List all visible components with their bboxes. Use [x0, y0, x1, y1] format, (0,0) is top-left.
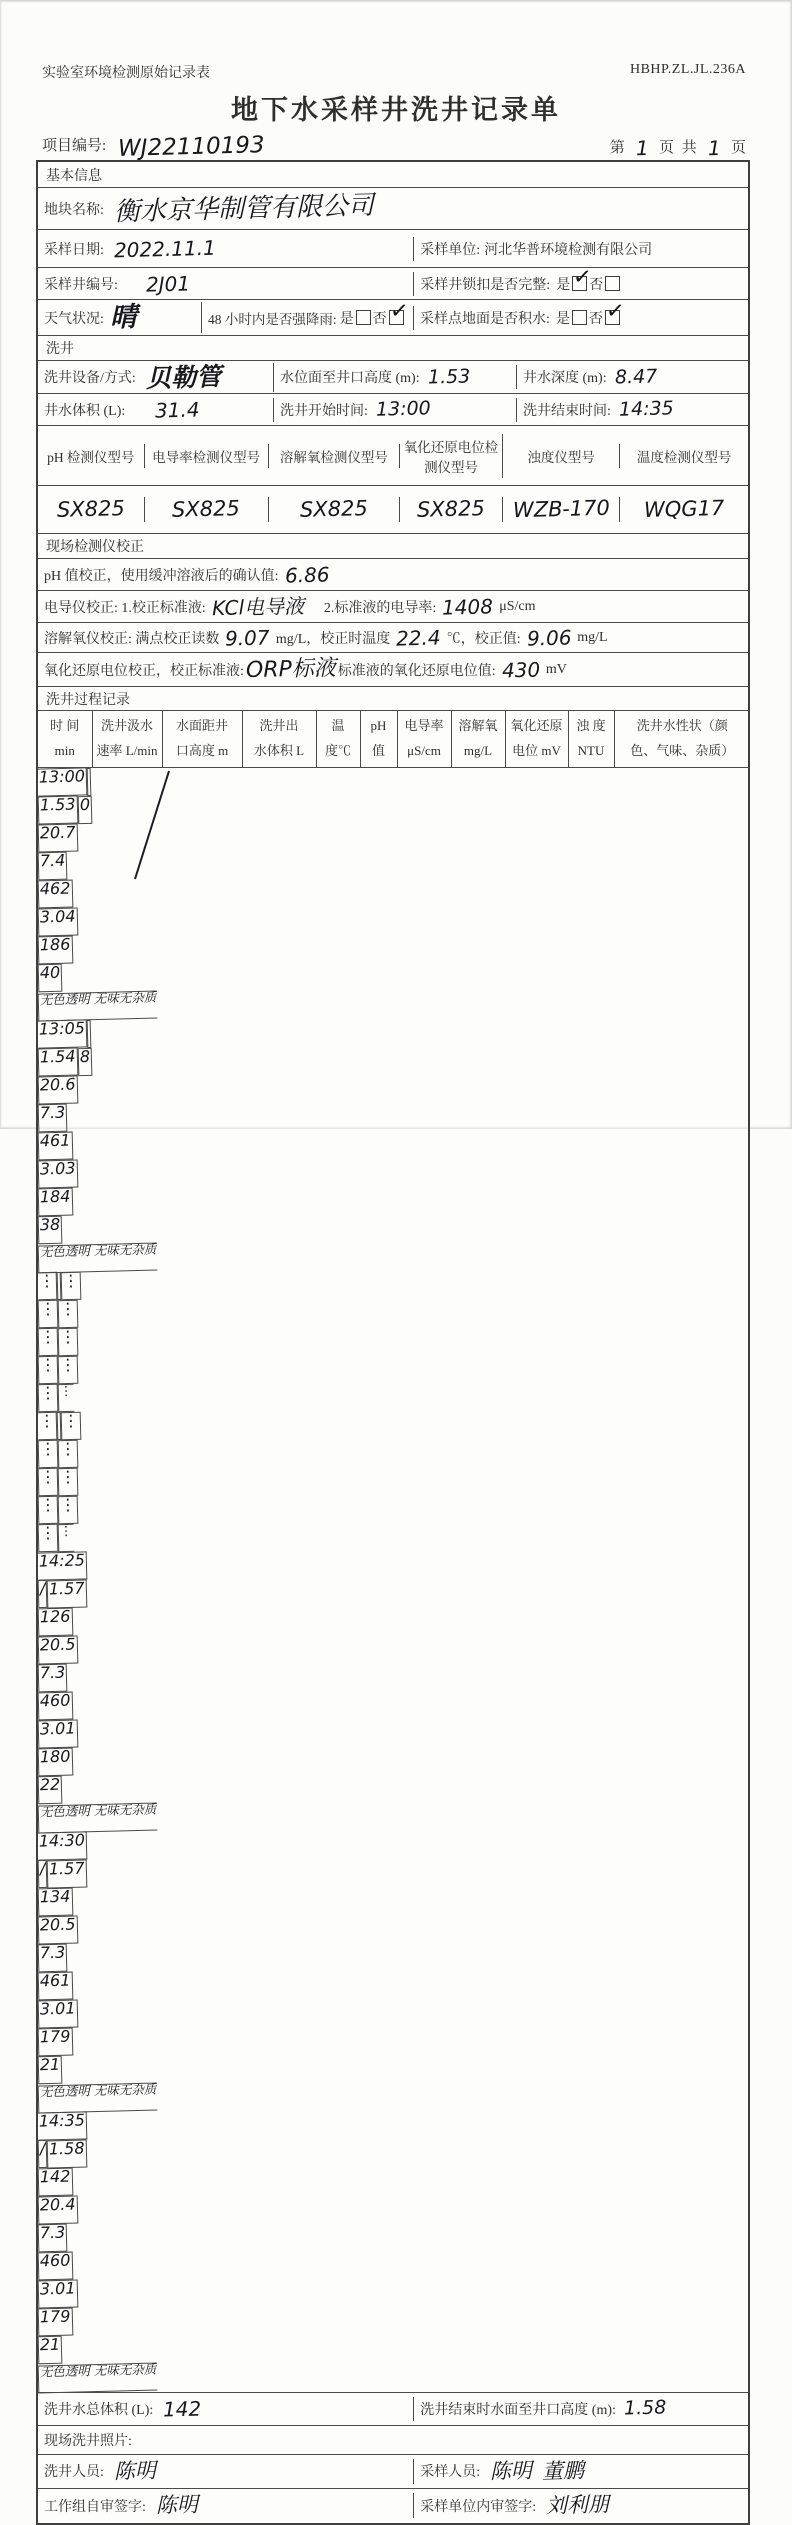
- cell-orp: ⋮: [58, 1495, 79, 1524]
- sampling-unit-label: 采样单位:: [420, 242, 481, 258]
- cell-temperature: 20.4: [38, 2195, 78, 2224]
- page-word: 页 共: [658, 140, 699, 156]
- cell-temperature: 20.6: [38, 1075, 78, 1104]
- cell-water-level: 1.53: [38, 795, 78, 824]
- conductivity-meter-value: SX825: [171, 496, 241, 522]
- process-row: [38, 1272, 750, 1412]
- cell-temperature: 20.5: [38, 1635, 78, 1664]
- do-meter-value: SX825: [299, 496, 369, 522]
- cell-conductivity: 462: [38, 879, 73, 908]
- do-calibration-label-3: ℃，校正值:: [446, 631, 521, 647]
- cell-out-volume: ⋮: [38, 1299, 59, 1328]
- water-level-value: 1.53: [427, 364, 471, 389]
- thermometer-label: 温度检测仪型号: [636, 449, 732, 465]
- well-depth-value: 8.47: [614, 364, 658, 389]
- page-word: 第: [609, 140, 627, 156]
- process-header-cell: pH 值: [360, 711, 397, 767]
- process-header-row: [38, 711, 750, 767]
- thermometer-value: WQG17: [643, 495, 725, 523]
- process-table: [38, 711, 750, 2392]
- cell-ph: 7.3: [38, 1103, 68, 1132]
- cell-turbidity: ⋮: [38, 1523, 59, 1552]
- row-total-volume: [38, 2392, 748, 2426]
- no-option-label: 否: [589, 277, 604, 293]
- cell-orp: 179: [38, 2307, 73, 2336]
- cell-turbidity: 22: [38, 1775, 63, 1804]
- cell-purge-rate: /: [38, 2139, 48, 2167]
- section-basic-info-label: 基本信息: [46, 168, 102, 184]
- process-header-cell: 洗井出 水体积 L: [242, 711, 316, 767]
- project-number-line: [42, 132, 265, 162]
- cell-ph: 7.3: [38, 1943, 68, 1972]
- weather-value: 晴: [109, 301, 138, 334]
- sampling-date-label: 采样日期:: [44, 242, 104, 258]
- self-review-signature: 陈明: [155, 2492, 199, 2518]
- well-depth-label: 井水深度 (m):: [523, 371, 607, 386]
- cell-dissolved-oxygen: 3.04: [38, 907, 78, 936]
- row-instrument-headers: [38, 426, 748, 486]
- cell-turbidity: 21: [38, 2055, 63, 2084]
- cell-turbidity: 38: [38, 1215, 63, 1244]
- internal-review-label: 采样单位内审签字:: [420, 2499, 537, 2515]
- page-word: 页: [730, 140, 748, 156]
- section-process-record-label: 洗井过程记录: [46, 692, 130, 708]
- sampler-label: 采样人员:: [420, 2465, 481, 2480]
- cell-conductivity: 460: [38, 2251, 73, 2280]
- cell-appearance: 无色透明 无味无杂质: [38, 2362, 158, 2393]
- cond-unit: μS/cm: [499, 598, 536, 614]
- cell-water-level: ⋮: [61, 1411, 82, 1440]
- row-instrument-values: [38, 486, 748, 534]
- row-weather: [38, 297, 748, 336]
- no-option-label: 否: [372, 311, 387, 327]
- do-calibration-label-1: 溶解氧仪校正: 满点校正读数: [44, 631, 220, 647]
- conductivity-meter-label: 电导率检测仪型号: [152, 449, 261, 465]
- process-row: [38, 1832, 750, 2112]
- check-mark: ✓: [571, 263, 593, 291]
- cell-appearance: 无色透明 无味无杂质: [38, 990, 158, 1021]
- row-volume-times: [38, 394, 748, 426]
- orp-calibration-label-1: 氧化还原电位校正，校正标准液:: [44, 663, 244, 679]
- cell-temperature: 20.7: [38, 823, 78, 852]
- process-table-body: [38, 767, 750, 2392]
- cell-water-level: 1.58: [47, 2139, 87, 2168]
- well-volume-label: 井水体积 (L):: [44, 403, 126, 419]
- cell-out-volume: ⋮: [38, 1439, 59, 1468]
- cell-conductivity: 461: [38, 1131, 73, 1160]
- cell-time: 14:25: [38, 1551, 88, 1580]
- page-number-value: 1: [635, 135, 651, 161]
- cell-purge-rate: [87, 767, 92, 795]
- cell-orp: 179: [38, 2027, 73, 2056]
- yes-checkbox: [356, 310, 371, 325]
- no-checkbox: [604, 297, 626, 325]
- cell-water-level: 1.57: [47, 1859, 87, 1888]
- process-header-cell: 洗井水性状（颜 色、气味、杂质）: [614, 711, 750, 767]
- row-well-lock: [38, 263, 748, 300]
- site-name-label: 地块名称:: [44, 202, 104, 218]
- sampling-date-value: 2022.11.1: [113, 235, 216, 262]
- ponding-label: 采样点地面是否积水:: [420, 311, 550, 327]
- yes-checkbox: [571, 263, 593, 291]
- cell-time: ⋮: [38, 1411, 58, 1439]
- ph-meter-value: SX825: [56, 496, 125, 522]
- process-header-cell: 电导率 μS/cm: [397, 711, 451, 767]
- process-header-cell: 时 间 min: [38, 711, 92, 767]
- ph-calibration-value: 6.86: [284, 561, 330, 588]
- no-checkbox: [388, 297, 410, 325]
- section-calibration-label: 现场检测仪校正: [46, 540, 144, 555]
- doc-type-label: 实验室环境检测原始记录表: [42, 66, 210, 81]
- cell-water-level: ⋮: [61, 1271, 82, 1300]
- cell-orp: 186: [38, 935, 73, 964]
- internal-review-signature: 刘利朋: [545, 2492, 610, 2518]
- row-ph-calibration: [38, 559, 748, 591]
- device-label: 洗井设备/方式:: [44, 371, 136, 386]
- cell-water-level: 1.57: [47, 1579, 87, 1608]
- cell-orp: ⋮: [58, 1355, 79, 1384]
- no-checkbox: [605, 276, 620, 291]
- cell-water-level: 1.54: [38, 1047, 78, 1076]
- photo-label: 现场洗井照片:: [44, 2433, 132, 2449]
- orp-standard-value: ORP标液: [245, 655, 337, 683]
- yes-option-label: 是: [555, 311, 570, 327]
- cell-dissolved-oxygen: 3.01: [38, 1719, 78, 1748]
- cell-purge-rate: [87, 1019, 92, 1047]
- process-row: [38, 1020, 750, 1272]
- ponding-checkboxes: [555, 297, 626, 328]
- cell-conductivity: 461: [38, 1971, 73, 2000]
- section-calibration: [38, 534, 748, 559]
- cell-ph: ⋮: [38, 1467, 59, 1496]
- well-id-value: 2J01: [145, 270, 191, 297]
- total-volume-label: 洗井水总体积 (L):: [44, 2402, 154, 2418]
- row-site-name: [38, 188, 748, 230]
- device-value: 贝勒管: [145, 361, 222, 393]
- orp-calibration-value: 430: [501, 657, 541, 682]
- cell-out-volume: 126: [38, 1607, 73, 1636]
- do-calibration-label-2: mg/L，校正时温度: [275, 631, 391, 647]
- process-header-cell: 溶解氧 mg/L: [451, 711, 505, 767]
- do-temp-value: 22.4: [395, 624, 442, 651]
- check-mark: ✓: [604, 297, 626, 325]
- ph-calibration-label: pH 值校正，使用缓冲溶液后的确认值:: [44, 568, 279, 584]
- process-row: [38, 1552, 750, 1832]
- cell-conductivity: ⋮: [58, 1327, 79, 1356]
- cell-out-volume: 8: [77, 1047, 92, 1075]
- process-header-cell: 氧化还原 电位 mV: [505, 711, 568, 767]
- section-process-record: [38, 687, 748, 711]
- cell-out-volume: 0: [77, 795, 92, 823]
- well-lock-checkboxes: [556, 263, 622, 294]
- cell-time: ⋮: [38, 1271, 58, 1299]
- cell-turbidity: 40: [38, 963, 63, 992]
- cell-appearance: 无色透明 无味无杂质: [38, 1802, 158, 1833]
- section-well-washing-label: 洗井: [46, 342, 74, 357]
- form-code: HBHP.ZL.JL.236A: [629, 62, 746, 77]
- cell-appearance: 无色透明 无味无杂质: [38, 1242, 158, 1273]
- cell-ph: 7.3: [38, 2223, 68, 2252]
- sampler-signature-2: 董鹏: [541, 2457, 585, 2484]
- project-number-label: 项目编号:: [42, 138, 107, 154]
- cond-standard-value: KCl电导液: [211, 593, 305, 620]
- yes-option-label: 是: [339, 311, 354, 327]
- process-header-cell: 温 度℃: [316, 711, 360, 767]
- orp-meter-label: 氧化还原电位检测仪型号: [403, 439, 499, 475]
- scan-edge-left: [0, 0, 2, 1129]
- orp-meter-value: SX825: [416, 496, 486, 522]
- project-number-value: WJ22110193: [117, 132, 265, 162]
- cell-dissolved-oxygen: ⋮: [38, 1355, 59, 1384]
- start-time-value: 13:00: [375, 397, 431, 421]
- row-date-unit: [38, 230, 748, 268]
- washer-label: 洗井人员:: [44, 2465, 104, 2480]
- row-conductivity-calibration: [38, 591, 748, 623]
- cell-dissolved-oxygen: ⋮: [38, 1495, 59, 1524]
- cell-out-volume: 142: [38, 2167, 73, 2196]
- cell-ph: 7.4: [38, 851, 68, 880]
- process-row: [38, 2112, 750, 2392]
- record-form: [36, 160, 750, 2525]
- turbidity-meter-value: WZB-170: [512, 495, 610, 523]
- orp-unit: mV: [545, 661, 567, 677]
- scan-edge-top: [0, 0, 792, 3]
- cond-calibration-label-2: 2.标准液的电导率:: [323, 600, 437, 616]
- start-time-label: 洗井开始时间:: [280, 403, 368, 419]
- process-row: [38, 767, 750, 1020]
- do-unit: mg/L: [577, 629, 608, 645]
- end-time-label: 洗井结束时间:: [523, 403, 611, 419]
- cell-purge-rate: /: [38, 1579, 48, 1607]
- no-option-label: 否: [588, 311, 603, 327]
- process-row: [38, 1412, 750, 1552]
- process-header-cell: 浊 度 NTU: [568, 711, 614, 767]
- page-total-value: 1: [707, 135, 723, 161]
- sampler-signature-1: 陈明: [489, 2457, 533, 2484]
- cell-purge-rate: /: [38, 1859, 48, 1887]
- cell-turbidity: ⋮: [38, 1383, 59, 1412]
- cell-appearance: ⋮: [58, 1523, 74, 1551]
- cell-conductivity: 460: [38, 1691, 73, 1720]
- end-time-value: 14:35: [618, 397, 674, 421]
- do-calibration-value: 9.06: [526, 624, 572, 651]
- sampling-unit-value: 河北华普环境检测有限公司: [484, 242, 653, 258]
- cell-orp: 180: [38, 1747, 73, 1776]
- cond-calibration-label-1: 电导仪校正: 1.校正标准液:: [44, 600, 206, 616]
- page-number-line: [609, 135, 748, 161]
- cell-time: 13:00: [38, 767, 88, 796]
- well-lock-label: 采样井锁扣是否完整:: [420, 277, 551, 293]
- self-review-label: 工作组自审签字:: [44, 2499, 146, 2515]
- cell-dissolved-oxygen: 3.03: [38, 1159, 78, 1188]
- page-title: 地下水采样井洗井记录单: [231, 95, 561, 125]
- cell-time: 13:05: [38, 1019, 88, 1048]
- orp-calibration-label-2: 标准液的氧化还原电位值:: [337, 663, 496, 679]
- washer-signature: 陈明: [113, 2457, 157, 2484]
- well-volume-value: 31.4: [154, 396, 201, 423]
- cell-out-volume: 134: [38, 1887, 73, 1916]
- process-table-wrap: [38, 711, 748, 2392]
- yes-option-label: 是: [556, 277, 571, 293]
- turbidity-meter-label: 浊度仪型号: [527, 449, 595, 465]
- do-reading-value: 9.07: [225, 624, 271, 651]
- row-device-level-depth: [38, 361, 748, 394]
- cell-appearance: ⋮: [58, 1383, 74, 1411]
- cell-dissolved-oxygen: 3.01: [38, 2279, 78, 2308]
- cell-temperature: 20.5: [38, 1915, 78, 1944]
- row-photo: [38, 2426, 748, 2455]
- row-do-calibration: [38, 623, 748, 653]
- water-level-label: 水位面至井口高度 (m):: [280, 371, 420, 386]
- end-water-level-label: 洗井结束时水面至井口高度 (m):: [420, 2402, 616, 2418]
- weather-label: 天气状况:: [44, 311, 104, 327]
- row-orp-calibration: [38, 653, 748, 687]
- cell-time: 14:30: [38, 1831, 88, 1860]
- cell-orp: 184: [38, 1187, 73, 1216]
- row-personnel: [38, 2455, 748, 2489]
- yes-checkbox: [572, 310, 587, 325]
- check-mark: ✓: [388, 297, 410, 325]
- process-header-cell: 洗井汲水 速率 L/min: [92, 711, 162, 767]
- rain-checkboxes: [339, 297, 410, 328]
- end-water-level-value: 1.58: [623, 2396, 667, 2420]
- process-header-cell: 水面距井 口高度 m: [162, 711, 242, 767]
- ph-meter-label: pH 检测仪型号: [47, 449, 135, 465]
- cell-ph: 7.3: [38, 1663, 68, 1692]
- row-review-signatures: [38, 2489, 748, 2523]
- cell-dissolved-oxygen: 3.01: [38, 1999, 78, 2028]
- cell-time: 14:35: [38, 2111, 88, 2140]
- rain-label: 48 小时内是否强降雨:: [208, 311, 337, 327]
- cell-appearance: 无色透明 无味无杂质: [38, 2082, 158, 2113]
- site-name-value: 衡水京华制管有限公司: [113, 190, 375, 227]
- cond-calibration-value: 1408: [441, 593, 494, 620]
- cell-conductivity: ⋮: [58, 1467, 79, 1496]
- cell-ph: ⋮: [38, 1327, 59, 1356]
- cell-turbidity: 21: [38, 2335, 63, 2364]
- do-meter-label: 溶解氧检测仪型号: [279, 449, 388, 465]
- well-id-label: 采样井编号:: [44, 277, 118, 293]
- section-basic-info: [38, 162, 748, 188]
- cell-temperature: ⋮: [58, 1439, 79, 1468]
- total-volume-value: 142: [162, 2396, 202, 2421]
- section-well-washing: [38, 336, 748, 361]
- cell-temperature: ⋮: [58, 1299, 79, 1328]
